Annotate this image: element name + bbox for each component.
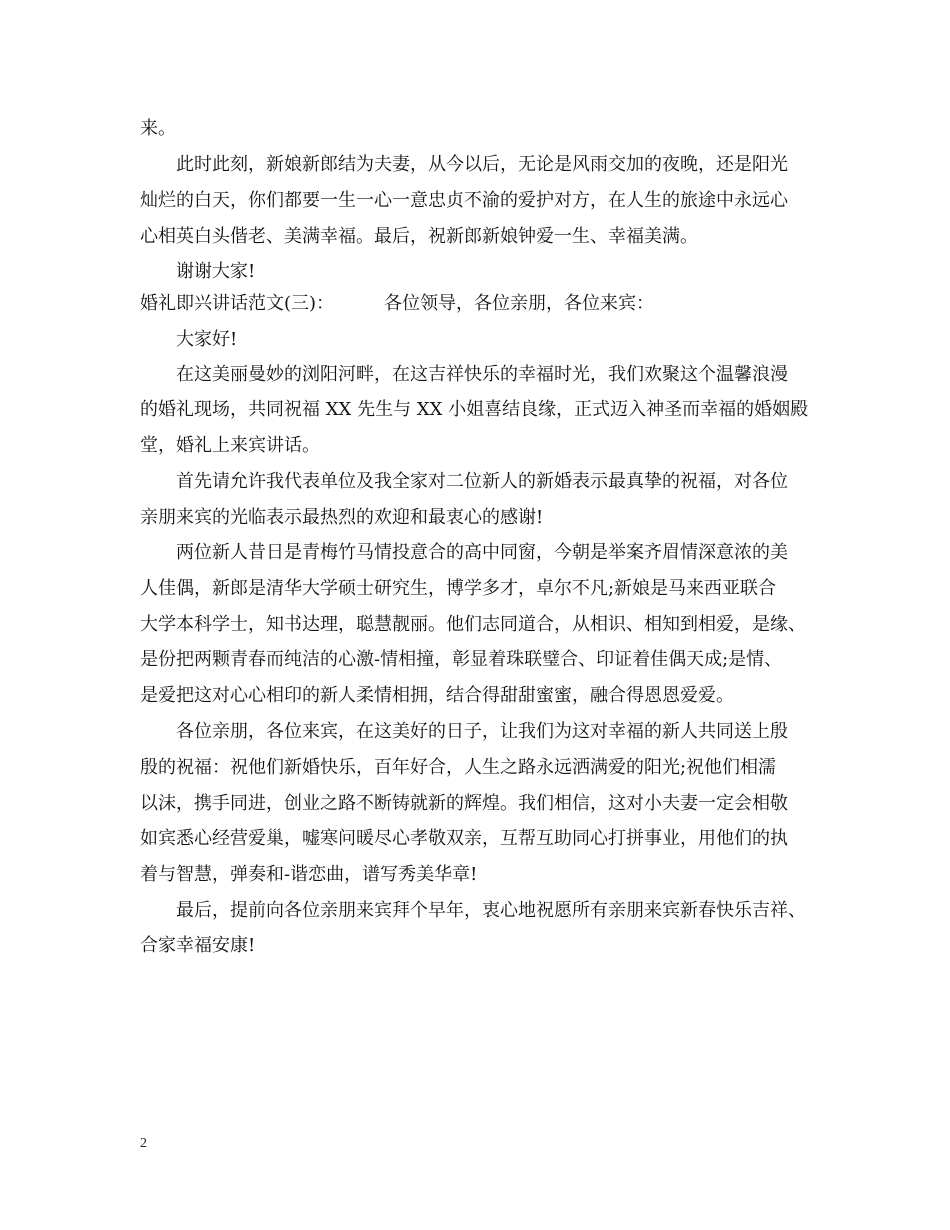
text-line: 最后，提前向各位亲朋来宾拜个早年，衷心地祝愿所有亲朋来宾新春快乐吉祥、: [176, 900, 806, 921]
text-line: 来。: [140, 118, 176, 139]
text-line: 着与智慧，弹奏和-谐恋曲，谱写秀美华章!: [140, 864, 478, 885]
text-line: 在这美丽曼妙的浏阳河畔，在这吉祥快乐的幸福时光，我们欢聚这个温馨浪漫: [176, 364, 788, 385]
text-line: 谢谢大家!: [176, 261, 256, 282]
text-line: 的婚礼现场，共同祝福 XX 先生与 XX 小姐喜结良缘，正式迈入神圣而幸福的婚姻殿: [140, 399, 809, 420]
text-line: 是份把两颗青春而纯洁的心激-情相撞，彰显着珠联璧合、印证着佳偶天成;是情、: [140, 649, 783, 670]
text-line: 首先请允许我代表单位及我全家对二位新人的新婚表示最真挚的祝福，对各位: [176, 471, 788, 492]
text-line: 心相英白头偕老、美满幸福。最后，祝新郎新娘钟爱一生、幸福美满。: [140, 226, 698, 247]
text-line: 人佳偶，新郎是清华大学硕士研究生，博学多才，卓尔不凡;新娘是马来西亚联合: [140, 578, 777, 599]
text-line: 合家幸福安康!: [140, 935, 256, 956]
text-line: 堂，婚礼上来宾讲话。: [140, 435, 320, 456]
text-line: 是爱把这对心心相印的新人柔情相拥，结合得甜甜蜜蜜，融合得恩恩爱爱。: [140, 685, 734, 706]
section-heading: 婚礼即兴讲话范文(三)：: [140, 293, 335, 314]
text-line: 如宾悉心经营爱巢，嘘寒问暖尽心孝敬双亲，互帮互助同心打拼事业，用他们的执: [140, 828, 788, 849]
text-line: 各位亲朋，各位来宾，在这美好的日子，让我们为这对幸福的新人共同送上殷: [176, 721, 788, 742]
section-greeting: 各位领导，各位亲朋，各位来宾：: [384, 293, 654, 314]
page-number: 2: [140, 1136, 147, 1151]
text-line: 大学本科学士，知书达理，聪慧靓丽。他们志同道合，从相识、相知到相爱，是缘、: [140, 614, 806, 635]
text-line: 大家好!: [176, 329, 238, 350]
text-line: 殷的祝福：祝他们新婚快乐，百年好合，人生之路永远洒满爱的阳光;祝他们相濡: [140, 757, 777, 778]
text-line: 灿烂的白天，你们都要一生一心一意忠贞不渝的爱护对方，在人生的旅途中永远心: [140, 190, 788, 211]
text-line: 此时此刻，新娘新郎结为夫妻，从今以后，无论是风雨交加的夜晚，还是阳光: [176, 154, 788, 175]
text-line: 两位新人昔日是青梅竹马情投意合的高中同窗，今朝是举案齐眉情深意浓的美: [176, 542, 788, 563]
text-line: 亲朋来宾的光临表示最热烈的欢迎和最衷心的感谢!: [140, 507, 544, 528]
text-line: 以沫，携手同进，创业之路不断铸就新的辉煌。我们相信，这对小夫妻一定会相敬: [140, 793, 788, 814]
